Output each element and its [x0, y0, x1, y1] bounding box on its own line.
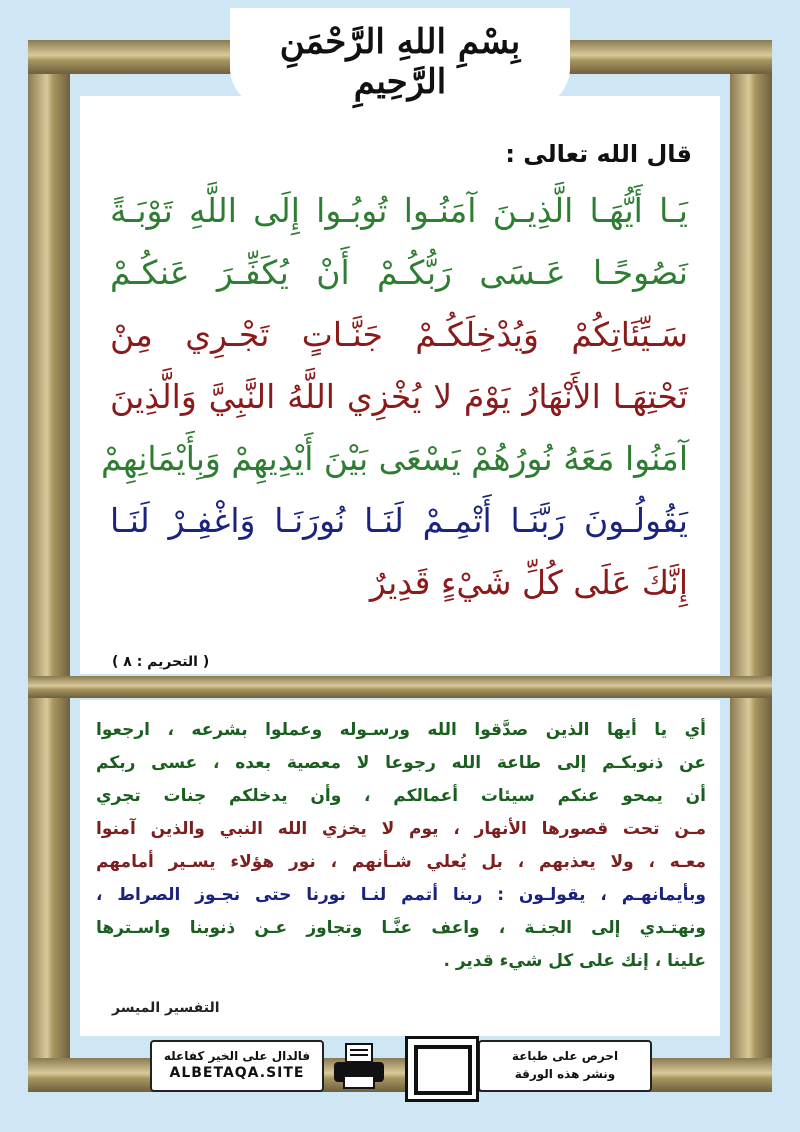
footer-site-box [150, 1040, 324, 1092]
site-link[interactable]: ALBETAQA.SITE [169, 1065, 305, 1081]
verse-line: يَقُولُـونَ رَبَّنَـا أَتْمِـمْ لَنَـا نُورَنَـا وَاغْفِـرْ لَنَـا [110, 501, 688, 540]
tafsir-line: أي يا أيها الذين صدَّقوا الله ورسـوله وعملوا بشرعه ، ارجعوا [96, 720, 706, 740]
heading: قال الله تعالى : [505, 140, 692, 168]
footer-print-note [478, 1040, 652, 1092]
frame-right [730, 40, 772, 1090]
verse-line: إِنَّكَ عَلَى كُلِّ شَيْءٍ قَدِيرٌ [369, 563, 688, 602]
verse-line: تَحْتِهَـا الأَنْهَارُ يَوْمَ لا يُخْزِي اللَّهُ النَّبِيَّ وَالَّذِينَ [110, 377, 688, 416]
verse-line: نَصُوحًـا عَـسَى رَبُّكُـمْ أَنْ يُكَفِّـرَ عَنكُـمْ [110, 253, 688, 292]
tafsir-line: عن ذنوبكـم إلى طاعة الله رجوعا لا معصية بعده ، عسى ربكم [96, 753, 706, 773]
printer-icon [330, 1042, 388, 1092]
tafsir-line: أن يمحو عنكم سيئات أعمالكم ، وأن يدخلكم جنات تجري [96, 786, 706, 806]
footer-print-line2: ونشر هذه الورقة [514, 1067, 616, 1081]
footer-proverb: فالدال على الخير كفاعله [163, 1049, 311, 1063]
tafsir-line: وبأيمانهـم ، يقولـون : ربنا أتمم لنـا نورنا حتى نجـوز الصراط ، [96, 885, 706, 905]
tafsir-line: ونهتـدي إلى الجنـة ، واعف عنَّـا وتجاوز عـن ذنوبنا واسـترها [96, 918, 706, 938]
footer-print-line1: احرص على طباعة [511, 1049, 619, 1063]
verse-line: سَـيِّئَاتِكُمْ وَيُدْخِلَكُـمْ جَنَّـاتٍ تَجْـرِي مِنْ [110, 315, 688, 354]
frame-left [28, 40, 70, 1090]
verse-line: آمَنُوا مَعَهُ نُورُهُمْ يَسْعَى بَيْنَ أَيْدِيهِمْ وَبِأَيْمَانِهِمْ [101, 439, 688, 478]
basmala: بِسْمِ اللهِ الرَّحْمَنِ الرَّحِيمِ [279, 22, 521, 102]
verse-reference: ( التحريم : ٨ ) [112, 654, 210, 670]
tafsir-source: التفسير الميسر [112, 1000, 220, 1016]
frame-divider [28, 676, 772, 698]
tafsir-line: معـه ، ولا يعذبهم ، بل يُعلي شـأنهم ، نور هؤلاء يسـير أمامهم [96, 852, 706, 872]
frame-bottom [28, 1058, 772, 1092]
verse-line: يَـا أَيُّهَـا الَّذِيـنَ آمَنُـوا تُوبُـوا إِلَى اللَّهِ تَوْبَـةً [110, 191, 688, 230]
albetaqa-logo [405, 1036, 479, 1102]
tafsir-line: علينا ، إنك على كل شيء قدير . [443, 951, 706, 971]
logo-mark [414, 1045, 472, 1095]
tafsir-line: مـن تحت قصورها الأنهار ، يوم لا يخزي الله النبي والذين آمنوا [96, 819, 706, 839]
